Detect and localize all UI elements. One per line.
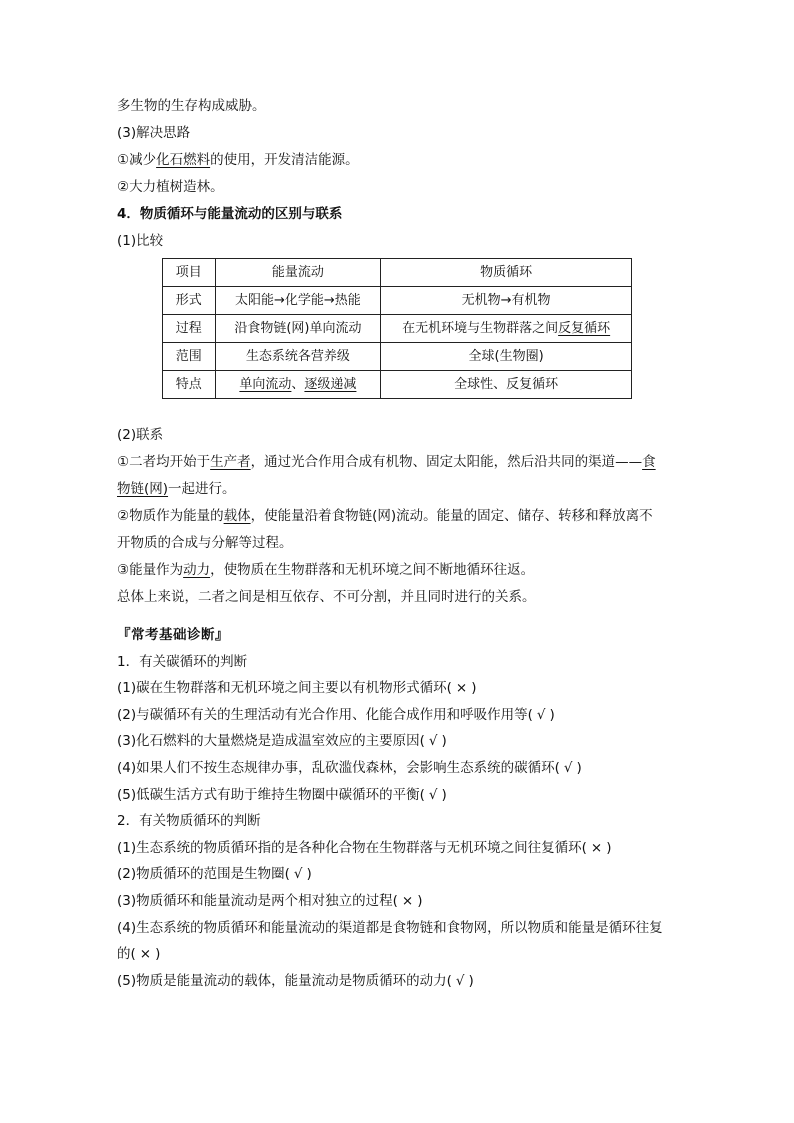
answer-mark: × <box>590 839 603 856</box>
section-heading: 4．物质循环与能量流动的区别与联系 <box>117 206 343 222</box>
underlined-term: 物链(网) <box>117 481 169 497</box>
table-cell: 过程 <box>163 315 216 343</box>
question-item: (5)低碳生活方式有助于维持生物圈中碳循环的平衡( √ ) <box>117 782 683 809</box>
diagnosis-section <box>117 622 683 994</box>
comparison-table <box>162 258 632 399</box>
table-cell: 太阳能→化学能→热能 <box>215 287 381 315</box>
relation-section <box>117 422 683 611</box>
table-header-row <box>163 259 632 287</box>
question-item: (2)与碳循环有关的生理活动有光合作用、化能合成作用和呼吸作用等( √ ) <box>117 702 683 729</box>
table-row <box>163 343 632 371</box>
underlined-term: 逐级递减 <box>304 377 357 392</box>
answer-mark: √ <box>293 866 303 883</box>
question-item-continued: 的( × ) <box>117 941 683 968</box>
table-row <box>163 315 632 343</box>
table-cell: 沿食物链(网)单向流动 <box>215 315 381 343</box>
question-group-heading: 2．有关物质循环的判断 <box>117 813 261 830</box>
table-header-cell: 能量流动 <box>215 259 381 287</box>
answer-mark: √ <box>428 733 438 750</box>
underlined-term: 化石燃料 <box>156 152 211 168</box>
underlined-term: 食 <box>642 454 656 470</box>
subheading-solution: (3)解决思路 <box>117 125 191 141</box>
answer-mark: × <box>401 892 414 909</box>
text-line: 物链(网)一起进行。 <box>117 481 236 497</box>
text-line: ②物质作为能量的载体，使能量沿着食物链(网)流动。能量的固定、储存、转移和释放离不 <box>117 508 653 524</box>
intro-section <box>117 93 683 255</box>
answer-mark: √ <box>455 972 465 989</box>
question-item: (2)物质循环的范围是生物圈( √ ) <box>117 861 683 888</box>
table-cell: 在无机环境与生物群落之间反复循环 <box>381 315 632 343</box>
table-cell: 形式 <box>163 287 216 315</box>
text-line: ①减少化石燃料的使用，开发清洁能源。 <box>117 152 359 168</box>
question-item: (5)物质是能量流动的载体，能量流动是物质循环的动力( √ ) <box>117 968 683 995</box>
question-item: (1)碳在生物群落和无机环境之间主要以有机物形式循环( × ) <box>117 675 683 702</box>
answer-mark: √ <box>536 706 546 723</box>
table-header-cell: 项目 <box>163 259 216 287</box>
text-line: ③能量作为动力，使物质在生物群落和无机环境之间不断地循环往返。 <box>117 562 535 578</box>
diagnosis-title: 『常考基础诊断』 <box>117 627 229 643</box>
table-row <box>163 287 632 315</box>
text-line: 多生物的生存构成威胁。 <box>117 98 266 114</box>
question-item: (4)生态系统的物质循环和能量流动的渠道都是食物链和食物网，所以物质和能量是循环往复 <box>117 919 663 936</box>
text-line: 总体上来说，二者之间是相互依存、不可分割，并且同时进行的关系。 <box>117 589 536 605</box>
question-item: (4)如果人们不按生态规律办事，乱砍滥伐森林，会影响生态系统的碳循环( √ ) <box>117 755 683 782</box>
question-item: (1)生态系统的物质循环指的是各种化合物在生物群落与无机环境之间往复循环( × ) <box>117 835 683 862</box>
table-cell: 范围 <box>163 343 216 371</box>
text-line: ②大力植树造林。 <box>117 179 224 195</box>
table-cell: 生态系统各营养级 <box>215 343 381 371</box>
table-header-cell: 物质循环 <box>381 259 632 287</box>
subheading-compare: (1)比较 <box>117 233 164 249</box>
question-item: (3)化石燃料的大量燃烧是造成温室效应的主要原因( √ ) <box>117 728 683 755</box>
answer-mark: √ <box>563 759 573 776</box>
table-cell: 全球性、反复循环 <box>381 371 632 399</box>
table-row <box>163 371 632 399</box>
answer-mark: √ <box>428 786 438 803</box>
underlined-term: 反复循环 <box>558 321 611 336</box>
question-item: (3)物质循环和能量流动是两个相对独立的过程( × ) <box>117 888 683 915</box>
text-line: ①二者均开始于生产者，通过光合作用合成有机物、固定太阳能，然后沿共同的渠道——食 <box>117 454 656 470</box>
text-line: 开物质的合成与分解等过程。 <box>117 535 293 551</box>
underlined-term: 生产者 <box>210 454 251 470</box>
answer-mark: × <box>455 680 468 697</box>
underlined-term: 动力 <box>183 562 211 578</box>
answer-mark: × <box>139 946 152 963</box>
table-cell: 单向流动、逐级递减 <box>215 371 381 399</box>
underlined-term: 载体 <box>223 508 251 524</box>
question-group-heading: 1．有关碳循环的判断 <box>117 653 248 670</box>
table-cell: 特点 <box>163 371 216 399</box>
subheading-relation: (2)联系 <box>117 427 164 443</box>
table-cell: 全球(生物圈) <box>381 343 632 371</box>
underlined-term: 单向流动 <box>239 377 292 392</box>
table-cell: 无机物→有机物 <box>381 287 632 315</box>
